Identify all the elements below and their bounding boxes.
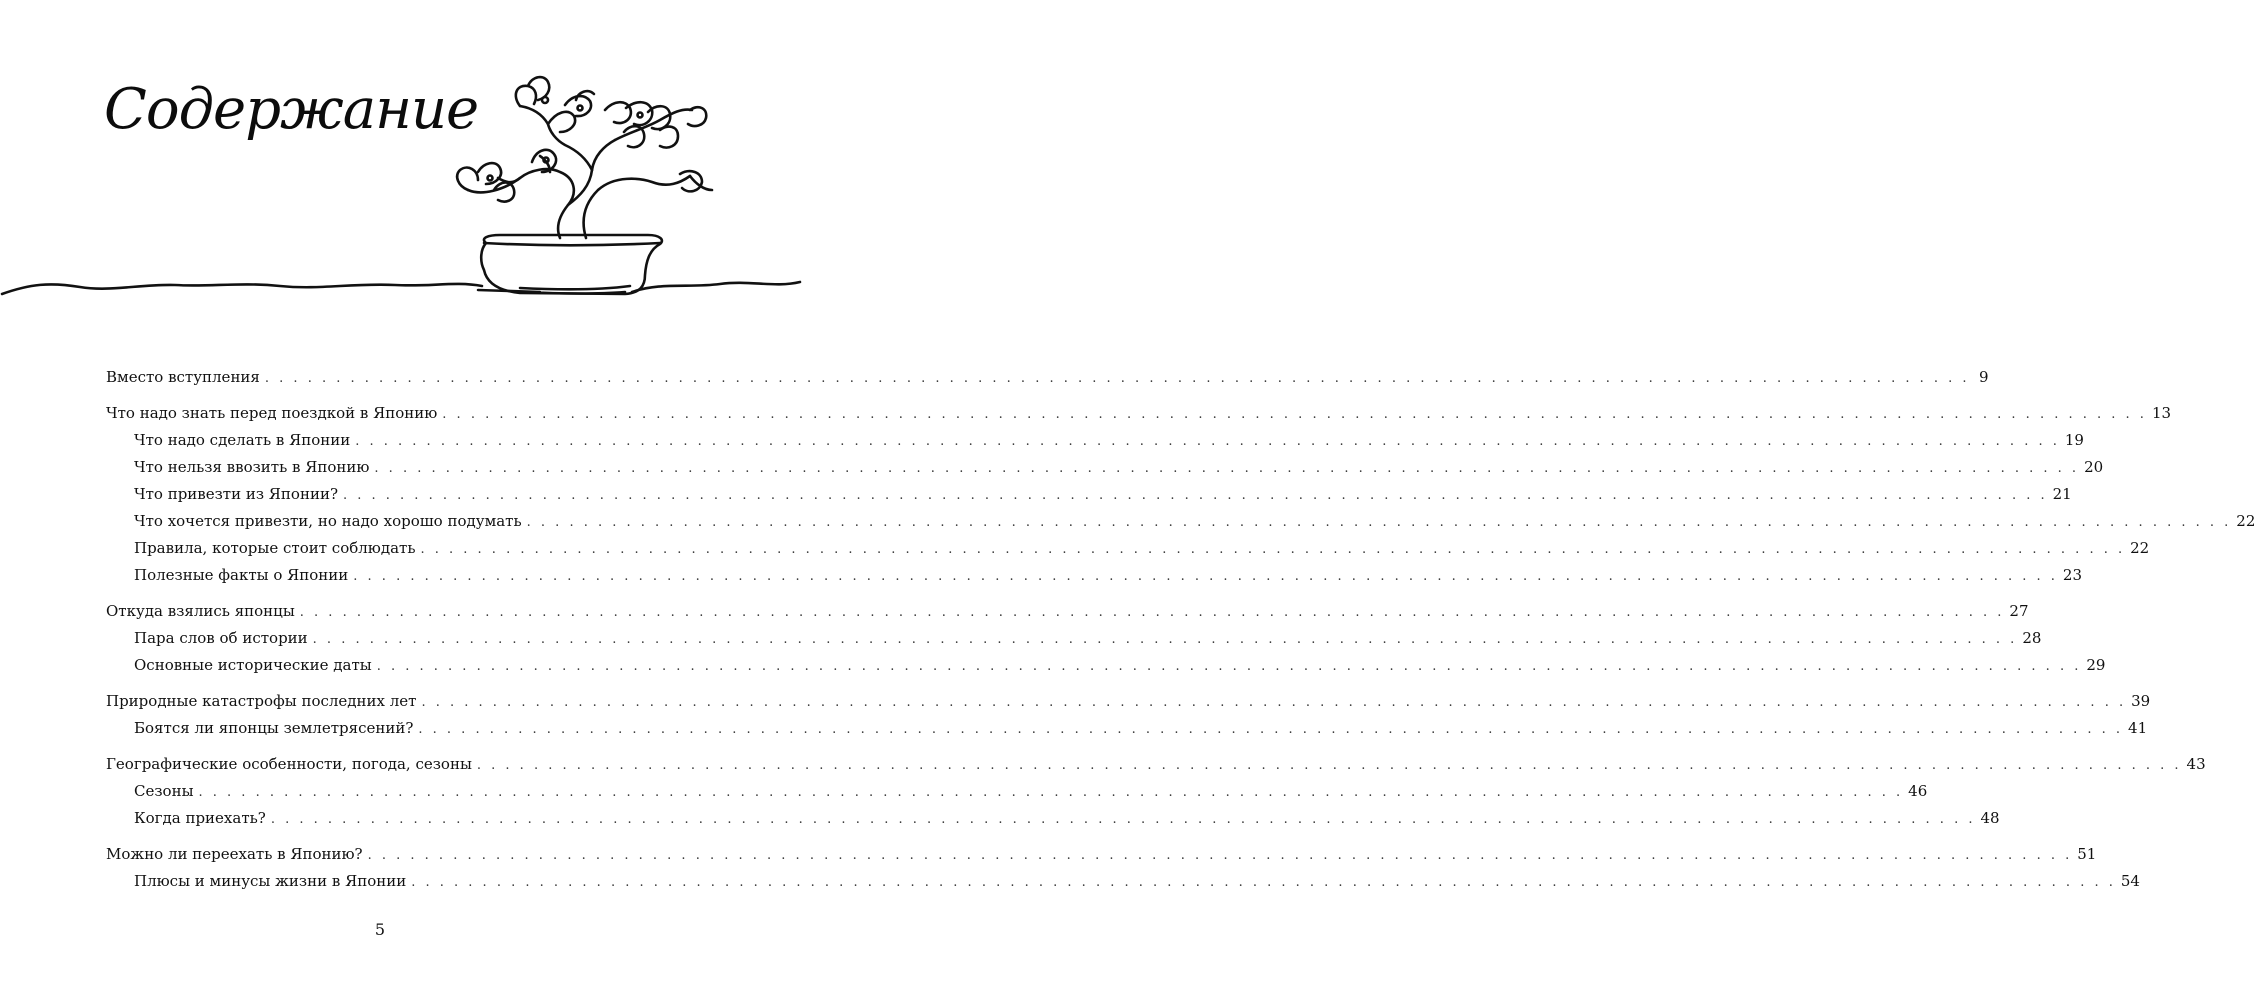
table-of-contents xyxy=(106,364,2255,904)
toc-entry-page: 23 xyxy=(2062,566,2083,584)
toc-entry-label: Можно ли переехать в Японию? xyxy=(106,845,363,863)
toc-section xyxy=(106,364,1989,391)
toc-entry-label: Вместо вступления xyxy=(106,368,260,386)
page-number: 5 xyxy=(374,920,386,939)
toc-subentry[interactable] xyxy=(106,562,2083,589)
toc-entry-page: 28 xyxy=(2022,629,2042,647)
toc-entry-page: 19 xyxy=(2064,431,2084,449)
toc-entry[interactable] xyxy=(106,598,2029,625)
toc-entry-label: Правила, которые стоит соблюдать xyxy=(134,539,416,557)
toc-entry-label: Пара слов об истории xyxy=(134,629,308,647)
toc-section xyxy=(106,751,2206,832)
toc-entry-label: Что хочется привезти, но надо хорошо подумать xyxy=(134,512,522,530)
toc-entry-label: Природные катастрофы последних лет xyxy=(106,692,417,710)
toc-entry-label: Что нельзя ввозить в Японию xyxy=(134,458,370,476)
toc-entry-label: Что привезти из Японии? xyxy=(134,485,338,503)
toc-entry[interactable] xyxy=(106,751,2206,778)
toc-entry-label: Боятся ли японцы землетрясений? xyxy=(134,719,414,737)
dot-leader: . . . . . . . . . . . . . . . . . . . . . . . . . . . . . . . . . . . . . . . . . . . . . . . . . . . . . . . . . . . . . . . . . . . . . . . . . . . . . . . . . . . . . . . . . . . . . . . . . . . . . . . . . . . . . . . . . . . . . . . . xyxy=(526,515,2232,530)
dot-leader: . . . . . . . . . . . . . . . . . . . . . . . . . . . . . . . . . . . . . . . . . . . . . . . . . . . . . . . . . . . . . . . . . . . . . . . . . . . . . . . . . . . . . . . . . . . . . . . . . . . . . . . . . . . . . . . . . . . . . . . . xyxy=(353,569,2058,584)
toc-subentry[interactable] xyxy=(106,868,2140,895)
toc-entry-label: Что надо знать перед поездкой в Японию xyxy=(106,404,438,422)
toc-entry-label: Географические особенности, погода, сезоны xyxy=(106,755,472,773)
toc-subentry[interactable] xyxy=(106,805,2000,832)
dot-leader: . . . . . . . . . . . . . . . . . . . . . . . . . . . . . . . . . . . . . . . . . . . . . . . . . . . . . . . . . . . . . . . . . . . . . . . . . . . . . . . . . . . . . . . . . . . . . . . . . . . . . . . . . . . . . . . . . . . . . . . . xyxy=(376,659,2082,674)
toc-entry-page: 29 xyxy=(2086,656,2106,674)
toc-entry-label: Плюсы и минусы жизни в Японии xyxy=(134,872,407,890)
toc-subentry[interactable] xyxy=(106,535,2150,562)
dot-leader: . . . . . . . . . . . . . . . . . . . . . . . . . . . . . . . . . . . . . . . . . . . . . . . . . . . . . . . . . . . . . . . . . . . . . . . . . . . . . . . . . . . . . . . . . . . . . . . . . . . . . . . . . . . . . . . . . . . . . . . . xyxy=(270,812,1976,827)
toc-entry-page: 21 xyxy=(2052,485,2072,503)
dot-leader: . . . . . . . . . . . . . . . . . . . . . . . . . . . . . . . . . . . . . . . . . . . . . . . . . . . . . . . . . . . . . . . . . . . . . . . . . . . . . . . . . . . . . . . . . . . . . . . . . . . . . . . . . . . . . . . . . . . . . . . . xyxy=(374,461,2080,476)
toc-entry-page: 46 xyxy=(1908,782,1928,800)
toc-entry-page: 20 xyxy=(2084,458,2104,476)
toc-subentry[interactable] xyxy=(106,625,2042,652)
toc-subentry[interactable] xyxy=(106,481,2072,508)
toc-entry[interactable] xyxy=(106,841,2097,868)
dot-leader: . . . . . . . . . . . . . . . . . . . . . . . . . . . . . . . . . . . . . . . . . . . . . . . . . . . . . . . . . . . . . . . . . . . . . . . . . . . . . . . . . . . . . . . . . . . . . . . . . . . . . . . . . . . . . . . . . . . . . . . . xyxy=(442,407,2147,422)
toc-entry-page: 39 xyxy=(2131,692,2151,710)
dot-leader: . . . . . . . . . . . . . . . . . . . . . . . . . . . . . . . . . . . . . . . . . . . . . . . . . . . . . . . . . . . . . . . . . . . . . . . . . . . . . . . . . . . . . . . . . . . . . . . . . . . . . . . . . . . . . . . . . . . . . . . . xyxy=(264,371,1970,386)
toc-entry-page: 48 xyxy=(1980,809,2000,827)
toc-section xyxy=(106,841,2140,895)
toc-subentry[interactable] xyxy=(106,715,2148,742)
toc-entry-label: Когда приехать? xyxy=(134,809,266,827)
toc-entry-label: Сезоны xyxy=(134,782,194,800)
toc-subentry[interactable] xyxy=(106,652,2106,679)
toc-section xyxy=(106,400,2255,589)
dot-leader: . . . . . . . . . . . . . . . . . . . . . . . . . . . . . . . . . . . . . . . . . . . . . . . . . . . . . . . . . . . . . . . . . . . . . . . . . . . . . . . . . . . . . . . . . . . . . . . . . . . . . . . . . . . . . . . . . . . . . . . . xyxy=(476,758,2182,773)
toc-entry-page: 22 xyxy=(2130,539,2150,557)
toc-section xyxy=(106,598,2106,679)
toc-subentry[interactable] xyxy=(106,778,1928,805)
toc-entry-page: 43 xyxy=(2186,755,2206,773)
toc-entry-label: Откуда взялись японцы xyxy=(106,602,295,620)
bonsai-line-art-icon xyxy=(0,0,800,330)
dot-leader: . . . . . . . . . . . . . . . . . . . . . . . . . . . . . . . . . . . . . . . . . . . . . . . . . . . . . . . . . . . . . . . . . . . . . . . . . . . . . . . . . . . . . . . . . . . . . . . . . . . . . . . . . . . . . . . . . . . . . . . . xyxy=(411,875,2116,890)
dot-leader: . . . . . . . . . . . . . . . . . . . . . . . . . . . . . . . . . . . . . . . . . . . . . . . . . . . . . . . . . . . . . . . . . . . . . . . . . . . . . . . . . . . . . . . . . . . . . . . . . . . . . . . . . . . . . . . . . . . . . . . . xyxy=(299,605,2005,620)
dot-leader: . . . . . . . . . . . . . . . . . . . . . . . . . . . . . . . . . . . . . . . . . . . . . . . . . . . . . . . . . . . . . . . . . . . . . . . . . . . . . . . . . . . . . . . . . . . . . . . . . . . . . . . . . . . . . . . . . . . . . . . . xyxy=(418,722,2124,737)
toc-entry-page: 22 xyxy=(2236,512,2255,530)
dot-leader: . . . . . . . . . . . . . . . . . . . . . . . . . . . . . . . . . . . . . . . . . . . . . . . . . . . . . . . . . . . . . . . . . . . . . . . . . . . . . . . . . . . . . . . . . . . . . . . . . . . . . . . . . . . . . . . . . . . . . . . . xyxy=(420,542,2126,557)
toc-subentry[interactable] xyxy=(106,427,2084,454)
toc-entry-label: Основные исторические даты xyxy=(134,656,372,674)
toc-entry[interactable] xyxy=(106,400,2172,427)
toc-subentry[interactable] xyxy=(106,454,2104,481)
toc-section xyxy=(106,688,2151,742)
toc-entry-page: 51 xyxy=(2077,845,2097,863)
toc-entry[interactable] xyxy=(106,688,2151,715)
dot-leader: . . . . . . . . . . . . . . . . . . . . . . . . . . . . . . . . . . . . . . . . . . . . . . . . . . . . . . . . . . . . . . . . . . . . . . . . . . . . . . . . . . . . . . . . . . . . . . . . . . . . . . . . . . . . . . . . . . . . . . . . xyxy=(355,434,2060,449)
dot-leader: . . . . . . . . . . . . . . . . . . . . . . . . . . . . . . . . . . . . . . . . . . . . . . . . . . . . . . . . . . . . . . . . . . . . . . . . . . . . . . . . . . . . . . . . . . . . . . . . . . . . . . . . . . . . . . . . . . . . . . . . xyxy=(421,695,2127,710)
toc-entry-page: 41 xyxy=(2128,719,2148,737)
dot-leader: . . . . . . . . . . . . . . . . . . . . . . . . . . . . . . . . . . . . . . . . . . . . . . . . . . . . . . . . . . . . . . . . . . . . . . . . . . . . . . . . . . . . . . . . . . . . . . . . . . . . . . . . . . . . . . . . . . . . . . . . xyxy=(198,785,1904,800)
dot-leader: . . . . . . . . . . . . . . . . . . . . . . . . . . . . . . . . . . . . . . . . . . . . . . . . . . . . . . . . . . . . . . . . . . . . . . . . . . . . . . . . . . . . . . . . . . . . . . . . . . . . . . . . . . . . . . . . . . . . . . . . xyxy=(342,488,2048,503)
dot-leader: . . . . . . . . . . . . . . . . . . . . . . . . . . . . . . . . . . . . . . . . . . . . . . . . . . . . . . . . . . . . . . . . . . . . . . . . . . . . . . . . . . . . . . . . . . . . . . . . . . . . . . . . . . . . . . . . . . . . . . . . xyxy=(312,632,2018,647)
toc-entry-page: 54 xyxy=(2120,872,2140,890)
toc-entry-page: 13 xyxy=(2151,404,2172,422)
dot-leader: . . . . . . . . . . . . . . . . . . . . . . . . . . . . . . . . . . . . . . . . . . . . . . . . . . . . . . . . . . . . . . . . . . . . . . . . . . . . . . . . . . . . . . . . . . . . . . . . . . . . . . . . . . . . . . . . . . . . . . . . xyxy=(367,848,2073,863)
toc-entry[interactable] xyxy=(106,364,1989,391)
toc-subentry[interactable] xyxy=(106,508,2255,535)
toc-entry-label: Полезные факты о Японии xyxy=(134,566,349,584)
toc-entry-page: 9 xyxy=(1979,368,1989,386)
toc-entry-label: Что надо сделать в Японии xyxy=(134,431,351,449)
page-title: Содержание xyxy=(104,77,479,142)
toc-entry-page: 27 xyxy=(2009,602,2029,620)
